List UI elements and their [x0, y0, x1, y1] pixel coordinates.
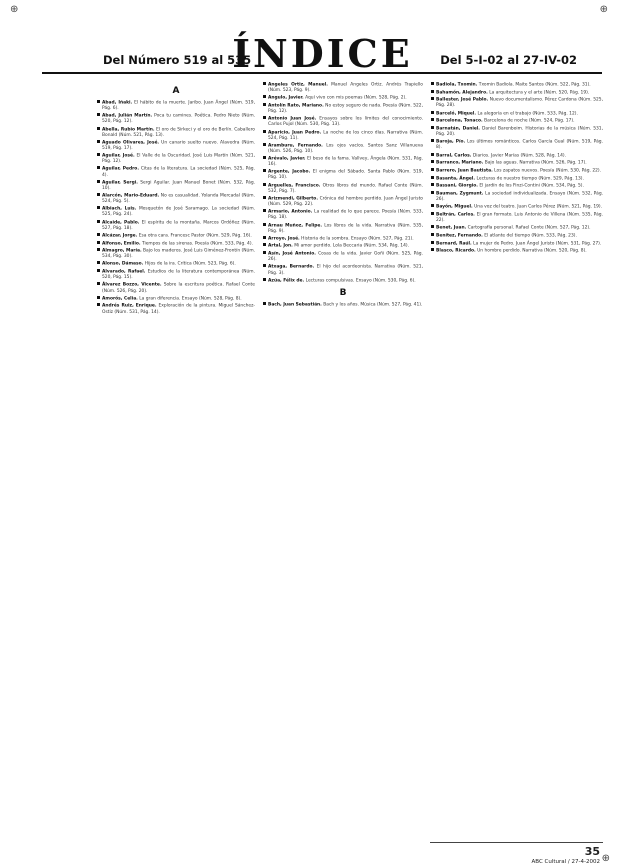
entry-name: Bassani, Giorgio.: [436, 183, 478, 189]
entry-reference: La gran diferencia. Ensayo (Núm. 528, Pág. 8).: [139, 296, 242, 302]
page-number: 35: [584, 845, 600, 858]
index-entry: [97, 193, 255, 205]
bullet-icon: [97, 233, 100, 236]
index-entry: [431, 176, 603, 182]
entry-name: Aguilar, Sergi.: [102, 180, 138, 186]
entry-list: [263, 302, 423, 308]
entry-reference: Tiempos de las sirenas. Poesía (Núm. 533, Pág. 4).: [141, 241, 253, 246]
index-entry: [263, 196, 423, 208]
entry-name: Badiola, Txomin.: [436, 82, 478, 88]
index-entry: [97, 303, 255, 315]
index-entry: [97, 241, 255, 247]
entry-reference: Otros libros del mundo. Rafael Conte (Núm. 532, Pág. 7).: [268, 183, 423, 194]
entry-name: Arnau Muñoz, Felipe.: [268, 223, 322, 228]
bullet-icon: [263, 264, 266, 267]
entry-name: Argente, Jacobo.: [268, 169, 311, 175]
bullet-icon: [431, 176, 434, 179]
bullet-icon: [263, 223, 266, 226]
index-entry: [431, 90, 603, 96]
bullet-icon: [263, 236, 266, 239]
index-entry: [431, 212, 603, 224]
index-entry: [431, 139, 603, 151]
bullet-icon: [431, 111, 434, 114]
index-entry: [263, 95, 423, 101]
bullet-icon: [263, 82, 266, 85]
entry-name: Azúa, Félix de.: [268, 278, 305, 284]
entry-reference: El hijo del acordeonista. Narrativa (Núm. 521, Pág. 3).: [268, 264, 423, 276]
index-entry: [97, 100, 255, 112]
entry-reference: Estudios de la literatura contemporánea (Núm. 520, Pág. 15).: [102, 269, 255, 281]
entry-name: Asín, José Antonio.: [268, 251, 316, 257]
entry-name: Aguado Olivares, José.: [102, 140, 160, 146]
entry-name: Álvarez Bozzo, Vicente.: [102, 282, 162, 288]
index-entry: [431, 153, 603, 159]
entry-name: Aparicio, Juan Pedro.: [268, 130, 322, 136]
index-entry: [431, 168, 603, 174]
entry-reference: El gran formato. Luis Antonio de Villena (Núm. 535, Pág. 22).: [436, 212, 603, 224]
bullet-icon: [97, 206, 100, 209]
index-entry: [97, 180, 255, 192]
date-range: Del 5-I-02 al 27-IV-02: [440, 53, 577, 67]
bullet-icon: [431, 248, 434, 251]
index-entry: [263, 103, 423, 115]
entry-reference: La realidad de lo que parece. Poesía (Núm. 533, Pág. 18).: [268, 209, 423, 221]
bullet-icon: [263, 183, 266, 186]
entry-reference: Lecturas compulsivas. Ensayo (Núm. 530, Pág. 6).: [305, 278, 416, 284]
bullet-icon: [97, 100, 100, 103]
bullet-icon: [263, 196, 266, 199]
bullet-icon: [431, 90, 434, 93]
index-entry: [97, 233, 255, 239]
entry-reference: Barcelona de noche (Núm. 524, Pág. 17).: [484, 118, 575, 124]
page-header: [40, 31, 605, 82]
index-entry: [263, 130, 423, 142]
entry-reference: Sobre la escritura poética. Rafael Conte (Núm. 526, Pág. 20).: [102, 282, 255, 294]
entry-reference: Bajo los maderos. José Luis Giménez-Frontín (Núm. 534, Pág. 30).: [102, 248, 255, 260]
entry-reference: Bajo las aguas. Narrativa (Núm. 526, Pág. 17).: [484, 160, 587, 166]
section-letter: B: [339, 287, 347, 298]
bullet-icon: [97, 303, 100, 306]
entry-reference: El oro de Sirkeci y el oro de Berlín. Caballero Bonald (Núm. 521, Pág. 13).: [102, 127, 255, 138]
entry-name: Barcelona, Tonaco.: [436, 118, 483, 124]
entry-reference: Ensayos sobre los límites del conocimiento. Carlos Pujol (Núm. 530, Pág. 13).: [268, 116, 423, 128]
entry-reference: Cartografía personal. Rafael Conte (Núm. 527, Pág. 12).: [467, 225, 591, 231]
entry-reference: Historia de la sombra. Ensayo (Núm. 527, Pág. 21).: [301, 236, 414, 242]
index-entry: [263, 278, 423, 284]
bullet-icon: [97, 127, 100, 130]
entry-name: Andrés Ruiz, Enrique.: [102, 303, 157, 309]
index-entry: [431, 241, 603, 247]
entry-reference: El atlante del tiempo (Núm. 533, Pág. 23).: [484, 233, 577, 239]
bullet-icon: [97, 193, 100, 196]
page-title: ÍNDICE: [232, 31, 413, 76]
index-entry: [263, 251, 423, 263]
entry-name: Barnatán, Daniel.: [436, 126, 480, 132]
index-entry: [97, 296, 255, 302]
entry-reference: Los zapatos nuevos. Poesía (Núm. 530, Pág. 22).: [494, 168, 602, 174]
index-entry: [263, 209, 423, 221]
entry-name: Alvarado, Rafael.: [102, 269, 146, 275]
bullet-icon: [431, 241, 434, 244]
entry-name: Arizmendi, Gilberto.: [268, 196, 318, 202]
entry-name: Aramburu, Fernando.: [268, 143, 323, 149]
entry-reference: No estoy seguro de nada. Poesía (Núm. 522, Pág. 12).: [268, 103, 423, 115]
index-entry: [97, 140, 255, 152]
index-entry: [263, 223, 423, 235]
entry-reference: Daniel Barenboim. Historias de la música (Núm. 531, Pág. 20).: [436, 126, 603, 138]
entry-reference: Exploración de la pintura. Miguel Sánchez-Ostiz (Núm. 531, Pág. 14).: [102, 303, 255, 315]
entry-reference: Esa otra cara. Francesc Pastor (Núm. 529, Pág. 16).: [138, 233, 252, 239]
index-column-2: [263, 82, 423, 842]
bullet-icon: [431, 153, 434, 156]
entry-name: Barceló, Miquel.: [436, 111, 477, 117]
entry-name: Baroja, Pío.: [436, 139, 466, 145]
index-entry: [263, 243, 423, 249]
index-entry: [263, 143, 423, 155]
bullet-icon: [431, 168, 434, 171]
entry-reference: Mosquetón de José Saramago. La sociedad (Núm. 525, Pág. 24).: [102, 206, 255, 218]
header-rule: [42, 72, 602, 74]
entry-name: Almagro, María.: [102, 248, 142, 254]
entry-name: Alfonso, Emilio.: [102, 241, 141, 246]
index-entry: [263, 183, 423, 195]
entry-name: Angulo, Javier.: [268, 95, 304, 101]
index-entry: [97, 261, 255, 267]
index-columns: [97, 82, 603, 842]
index-entry: [263, 264, 423, 276]
entry-name: Artal, Jon.: [268, 243, 293, 249]
entry-name: Barrero, Juan Bautista.: [436, 168, 493, 174]
bullet-icon: [97, 248, 100, 251]
entry-reference: El jardín de los Finzi-Contini (Núm. 534, Pág. 5).: [479, 183, 584, 189]
entry-name: Amorós, Celia.: [102, 296, 138, 302]
bullet-icon: [263, 278, 266, 281]
entry-reference: Poca tu camines. Poética. Pedro Nieto (Núm. 520, Pág. 12).: [102, 113, 255, 125]
bullet-icon: [97, 180, 100, 183]
bullet-icon: [263, 251, 266, 254]
bullet-icon: [263, 302, 266, 305]
entry-name: Benítez, Fernando.: [436, 233, 483, 239]
bullet-icon: [431, 225, 434, 228]
index-entry: [97, 248, 255, 260]
index-entry: [97, 206, 255, 218]
entry-reference: Una voz del teatro. Juan Carlos Pérez (Núm. 521, Pág. 19).: [474, 204, 603, 210]
bullet-icon: [431, 118, 434, 121]
entry-reference: El beso de la fama. Vallvey, Ángela (Núm. 531, Pág. 16).: [268, 156, 423, 168]
bullet-icon: [431, 233, 434, 236]
entry-name: Aguilar, Pedro.: [102, 166, 139, 172]
section-letter: A: [172, 86, 180, 96]
entry-name: Abella, Rubio Martín.: [102, 127, 155, 133]
registration-mark-icon: ⊕: [599, 4, 608, 15]
index-entry: [431, 191, 603, 203]
entry-name: Arguelles, Francisco.: [268, 183, 321, 189]
index-entry: [97, 113, 255, 125]
entry-name: Abad, Julián Martín.: [102, 113, 153, 119]
entry-name: Bayón, Miguel.: [436, 204, 473, 210]
index-column-1: [97, 82, 255, 842]
entry-reference: Los libros de la vida. Narrativa (Núm. 535, Pág. 9).: [268, 223, 423, 234]
entry-list: [263, 82, 423, 284]
entry-name: Arroyo, José.: [268, 236, 300, 242]
index-entry: [263, 82, 423, 94]
index-entry: [431, 233, 603, 239]
bullet-icon: [97, 113, 100, 116]
entry-name: Antonio Juan José.: [268, 116, 317, 122]
bullet-icon: [431, 212, 434, 215]
entry-list: [97, 100, 255, 315]
entry-name: Bernard, Raúl.: [436, 241, 472, 247]
entry-reference: Manuel Ángeles Ortiz. Andrés Trapiello (Núm. 523, Pág. 9).: [268, 82, 423, 94]
entry-name: Barral, Carlos.: [436, 153, 472, 159]
entry-reference: Cosas de la vida. Javier Goñi (Núm. 525, Pág. 26).: [268, 251, 423, 263]
index-entry: [263, 116, 423, 128]
bullet-icon: [263, 95, 266, 98]
index-entry: [263, 156, 423, 168]
bullet-icon: [431, 191, 434, 194]
entry-reference: Crónica del hombre perdido. Juan Ángel Juristo (Núm. 529, Pág. 22).: [268, 196, 423, 208]
entry-name: Bach, Juan Sebastián.: [268, 302, 322, 308]
entry-name: Beltrán, Carlos.: [436, 212, 475, 218]
index-entry: [431, 183, 603, 189]
index-entry: [431, 97, 603, 109]
bullet-icon: [97, 282, 100, 285]
bullet-icon: [431, 82, 434, 85]
entry-name: Benet, Juan.: [436, 225, 467, 231]
issue-range: Del Número 519 al 535: [103, 53, 252, 67]
entry-reference: Txomin Badiola. Maite Santos (Núm. 522, Pág. 31).: [478, 82, 591, 88]
bullet-icon: [431, 126, 434, 129]
index-entry: [263, 302, 423, 308]
entry-name: Arévalo, Javier.: [268, 156, 306, 162]
entry-reference: La mujer de Pedro. Juan Ángel Juristo (Núm. 531, Pág. 27).: [473, 241, 602, 247]
entry-reference: Citas de la literatura. La sociedad (Núm. 525, Pág. 4).: [102, 166, 255, 178]
index-entry: [263, 169, 423, 181]
entry-name: Bahamón, Alejandro.: [436, 90, 488, 96]
entry-name: Antolín Rato, Mariano.: [268, 103, 324, 109]
entry-reference: No es casualidad. Yolanda Mercadal (Núm. 524, Pág. 5).: [102, 193, 255, 205]
index-entry: [431, 118, 603, 124]
index-entry: [431, 126, 603, 138]
entry-name: Aguilar, José.: [102, 153, 135, 159]
registration-mark-icon: ⊕: [601, 853, 610, 864]
bullet-icon: [263, 143, 266, 146]
entry-reference: Diarios. Javier Marías (Núm. 528, Pág. 14).: [472, 153, 566, 159]
entry-reference: Lecturas de nuestro tiempo (Núm. 529, Pág. 13).: [476, 176, 584, 182]
entry-name: Albiach, Luis.: [102, 206, 137, 212]
index-entry: [431, 82, 603, 88]
registration-mark-icon: ⊕: [10, 4, 19, 15]
entry-name: Atxaga, Bernardo.: [268, 264, 315, 270]
entry-reference: El enigma del Sábado. Santa Pablo (Núm. 519, Pág. 10).: [268, 169, 423, 181]
bullet-icon: [431, 183, 434, 186]
bullet-icon: [97, 166, 100, 169]
bullet-icon: [97, 269, 100, 272]
bullet-icon: [263, 156, 266, 159]
entry-reference: El espíritu de la montaña. Marcos Ordóñez (Núm. 527, Pág. 18).: [102, 220, 255, 231]
entry-name: Barranco, Mariano.: [436, 160, 484, 166]
index-entry: [263, 236, 423, 242]
entry-name: Alcázar, Jorge.: [102, 233, 138, 239]
entry-reference: Un canario suelto nuevo. Alavedra (Núm. 519, Pág. 17).: [102, 140, 255, 151]
entry-name: Basanta, Ángel.: [436, 176, 476, 182]
entry-reference: Aquí vivo con mis poemas (Núm. 528, Pág. 2).: [305, 95, 407, 101]
entry-reference: El hábito de la muerte. Jaribo. Juan Ángel (Núm. 519, Pág. 6).: [102, 100, 255, 112]
bullet-icon: [263, 169, 266, 172]
entry-reference: Nuevo documentalismo. Pérez Cardona (Núm. 525, Pág. 28).: [436, 97, 603, 109]
entry-name: Ángeles Ortiz, Manuel.: [268, 82, 328, 88]
index-entry: [97, 166, 255, 178]
page-footer: [532, 845, 601, 865]
entry-reference: La noche de los cinco días. Narrativa (Núm. 524, Pág. 11).: [268, 130, 423, 141]
bullet-icon: [263, 209, 266, 212]
entry-reference: Los últimos románticos. Carlos García Gual (Núm. 519, Pág. 8).: [436, 139, 603, 151]
entry-name: Armario, Antonio.: [268, 209, 313, 215]
index-entry: [431, 204, 603, 210]
bullet-icon: [263, 103, 266, 106]
index-entry: [431, 160, 603, 166]
entry-list: [431, 82, 603, 254]
index-entry: [97, 127, 255, 139]
entry-name: Abad, Iñaki.: [102, 100, 133, 106]
bullet-icon: [97, 220, 100, 223]
bullet-icon: [263, 130, 266, 133]
entry-name: Bauman, Zygmunt.: [436, 191, 484, 197]
bullet-icon: [263, 116, 266, 119]
index-entry: [97, 269, 255, 281]
index-entry: [431, 225, 603, 231]
entry-reference: La sociedad individualizada. Ensayo (Núm. 532, Pág. 26).: [436, 191, 603, 203]
bullet-icon: [263, 243, 266, 246]
bullet-icon: [431, 97, 434, 100]
index-column-3: [431, 82, 603, 842]
entry-reference: La arquitectura y el arte (Núm. 520, Pág. 19).: [489, 90, 590, 96]
footer-rule: [430, 842, 603, 843]
entry-reference: Un hombre perdido. Narrativa (Núm. 520, Pág. 8).: [477, 248, 587, 254]
index-entry: [431, 248, 603, 254]
entry-name: Ballester, José Pablo.: [436, 97, 489, 103]
bullet-icon: [97, 153, 100, 156]
bullet-icon: [97, 261, 100, 264]
entry-reference: Hijos de la ira. Crítica (Núm. 523, Pág. 6).: [144, 261, 236, 267]
entry-reference: El Valle de la Oscuridad. José Luis Martín (Núm. 521, Pág. 12).: [102, 153, 255, 165]
publication-line: ABC Cultural / 27-4-2002: [531, 859, 600, 865]
bullet-icon: [431, 139, 434, 142]
entry-reference: Los ojos vacíos. Santos Sanz Villanueva (Núm. 526, Pág. 10).: [268, 143, 423, 154]
index-entry: [97, 153, 255, 165]
bullet-icon: [97, 140, 100, 143]
entry-reference: Bach y los años. Música (Núm. 527, Pág. 41).: [323, 302, 423, 308]
entry-reference: Mi amor perdido. Lola Beccaria (Núm. 534, Pág. 14).: [294, 243, 409, 249]
entry-name: Blasco, Ricardo.: [436, 248, 476, 254]
bullet-icon: [97, 296, 100, 299]
entry-reference: Sergi Aguilar. Juan Manuel Bonet (Núm. 532, Pág. 10).: [102, 180, 255, 191]
bullet-icon: [97, 241, 100, 244]
entry-name: Alonso, Dámaso.: [102, 261, 144, 267]
entry-reference: La alegoría en el trabajo (Núm. 533, Pág. 12).: [477, 111, 578, 117]
index-entry: [431, 111, 603, 117]
entry-name: Alarcón, Mario-Eduard.: [102, 193, 160, 199]
index-entry: [97, 282, 255, 294]
index-entry: [97, 220, 255, 232]
bullet-icon: [431, 204, 434, 207]
bullet-icon: [431, 160, 434, 163]
entry-name: Alcaide, Pablo.: [102, 220, 140, 226]
